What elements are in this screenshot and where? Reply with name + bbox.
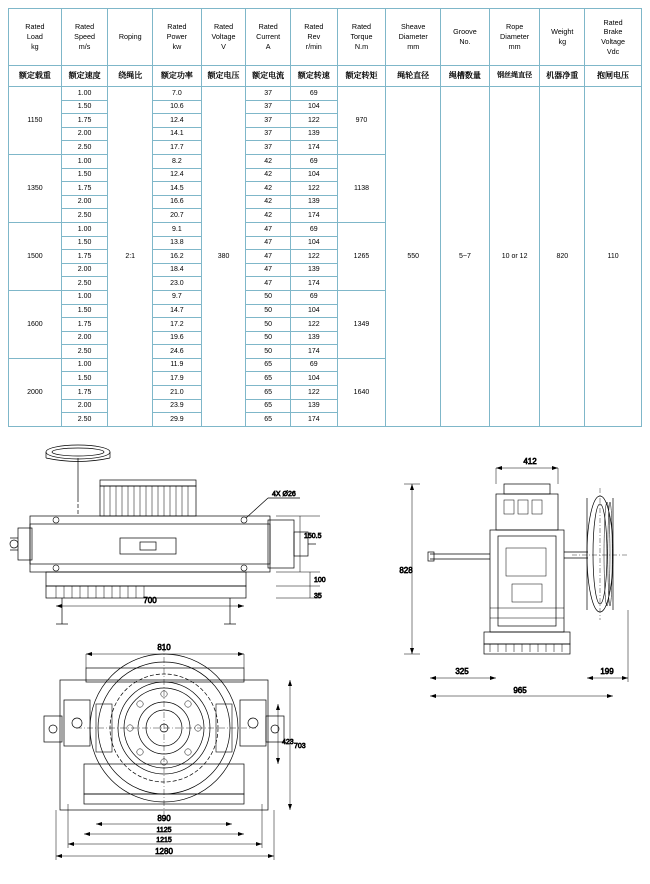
cell-current: 50 <box>246 304 291 318</box>
cell-power: 16.6 <box>153 195 202 209</box>
cell-power: 12.4 <box>153 168 202 182</box>
cell-rev: 139 <box>290 195 337 209</box>
cell-rev: 122 <box>290 250 337 264</box>
cell-current: 37 <box>246 114 291 128</box>
header-cn-weight: 机器净重 <box>540 66 585 87</box>
front-view-drawing <box>10 445 316 624</box>
cell-power: 14.7 <box>153 304 202 318</box>
plan-dim-703: 703 <box>294 743 306 750</box>
plan-dim-423: 423 <box>282 739 294 746</box>
cell-rev: 139 <box>290 263 337 277</box>
header-cn-rope-diameter: 钢丝绳直径 <box>489 66 540 87</box>
cell-load: 1150 <box>9 87 62 155</box>
cell-rev: 69 <box>290 358 337 372</box>
cell-power: 17.2 <box>153 318 202 332</box>
header-cn-rated-voltage: 额定电压 <box>201 66 246 87</box>
cell-speed: 2.50 <box>61 141 108 155</box>
cell-current: 50 <box>246 318 291 332</box>
cell-current: 37 <box>246 141 291 155</box>
plan-view-drawing <box>44 646 284 814</box>
side-dim-412: 412 <box>523 457 537 466</box>
front-dim-150-5: 150.5 <box>304 533 322 540</box>
cell-speed: 1.50 <box>61 236 108 250</box>
cell-current: 37 <box>246 127 291 141</box>
header-sheave-diameter: Sheave Diameter mm <box>386 9 441 66</box>
cell-speed: 2.50 <box>61 277 108 291</box>
side-dim-325: 325 <box>455 667 469 676</box>
cell-power: 8.2 <box>153 154 202 168</box>
cell-rev: 69 <box>290 154 337 168</box>
cell-power: 9.7 <box>153 290 202 304</box>
cell-power: 18.4 <box>153 263 202 277</box>
cell-rev: 139 <box>290 331 337 345</box>
cell-power: 20.7 <box>153 209 202 223</box>
cell-voltage: 380 <box>201 87 246 427</box>
cell-brake-voltage: 110 <box>585 87 642 427</box>
cell-torque: 1349 <box>337 290 386 358</box>
cell-current: 37 <box>246 87 291 101</box>
cell-rev: 104 <box>290 100 337 114</box>
front-note-hole: 4X Ø26 <box>272 491 296 498</box>
header-rated-speed: Rated Speed m/s <box>61 9 108 66</box>
cell-current: 65 <box>246 413 291 427</box>
cell-rev: 174 <box>290 141 337 155</box>
cell-rev: 69 <box>290 222 337 236</box>
cell-power: 23.9 <box>153 399 202 413</box>
cell-speed: 1.75 <box>61 250 108 264</box>
header-rated-rev: Rated Rev r/min <box>290 9 337 66</box>
cell-power: 14.1 <box>153 127 202 141</box>
cell-rev: 104 <box>290 304 337 318</box>
cell-current: 47 <box>246 250 291 264</box>
cell-speed: 2.00 <box>61 399 108 413</box>
cell-rev: 122 <box>290 114 337 128</box>
cell-power: 10.6 <box>153 100 202 114</box>
cell-power: 17.9 <box>153 372 202 386</box>
cell-speed: 2.00 <box>61 331 108 345</box>
header-cn-rated-power: 额定功率 <box>153 66 202 87</box>
cell-speed: 1.50 <box>61 304 108 318</box>
table-body <box>9 87 642 427</box>
cell-sheave-diameter: 550 <box>386 87 441 427</box>
cell-speed: 1.75 <box>61 114 108 128</box>
plan-dim-1125: 1125 <box>156 827 172 834</box>
front-dim-35: 35 <box>314 593 322 600</box>
cell-power: 11.9 <box>153 358 202 372</box>
cell-current: 65 <box>246 358 291 372</box>
cell-power: 16.2 <box>153 250 202 264</box>
header-groove-no: Groove No. <box>441 9 490 66</box>
header-cn-rated-speed: 额定速度 <box>61 66 108 87</box>
cell-current: 42 <box>246 182 291 196</box>
cell-power: 21.0 <box>153 386 202 400</box>
cell-rev: 122 <box>290 318 337 332</box>
cell-power: 7.0 <box>153 87 202 101</box>
cell-speed: 1.50 <box>61 100 108 114</box>
cell-load: 1500 <box>9 222 62 290</box>
header-cn-brake-voltage: 抱闸电压 <box>585 66 642 87</box>
cell-current: 65 <box>246 399 291 413</box>
cell-torque: 970 <box>337 87 386 155</box>
table-header-row-en <box>9 9 642 66</box>
cell-current: 65 <box>246 372 291 386</box>
cell-roping: 2:1 <box>108 87 153 427</box>
cell-rev: 174 <box>290 209 337 223</box>
cell-speed: 1.75 <box>61 318 108 332</box>
cell-power: 12.4 <box>153 114 202 128</box>
header-cn-roping: 绕绳比 <box>108 66 153 87</box>
cell-rev: 69 <box>290 290 337 304</box>
cell-power: 13.8 <box>153 236 202 250</box>
header-cn-sheave-diameter: 绳轮直径 <box>386 66 441 87</box>
cell-rev: 104 <box>290 168 337 182</box>
cell-current: 37 <box>246 100 291 114</box>
cell-rev: 104 <box>290 372 337 386</box>
cell-current: 42 <box>246 154 291 168</box>
cell-rev: 69 <box>290 87 337 101</box>
side-view-drawing <box>428 484 628 654</box>
header-rated-voltage: Rated Voltage V <box>201 9 246 66</box>
header-rated-power: Rated Power kw <box>153 9 202 66</box>
cell-load: 2000 <box>9 358 62 426</box>
cell-speed: 1.50 <box>61 372 108 386</box>
header-cn-rated-torque: 额定转矩 <box>337 66 386 87</box>
cell-groove-no: 5~7 <box>441 87 490 427</box>
cell-load: 1350 <box>9 154 62 222</box>
cell-power: 9.1 <box>153 222 202 236</box>
cell-current: 47 <box>246 263 291 277</box>
cell-rev: 174 <box>290 413 337 427</box>
cell-weight: 820 <box>540 87 585 427</box>
cell-power: 17.7 <box>153 141 202 155</box>
cell-speed: 1.75 <box>61 386 108 400</box>
plan-dim-1280: 1280 <box>155 847 173 856</box>
plan-dim-890: 890 <box>157 814 171 823</box>
header-rated-brake-voltage: Rated Brake Voltage Vdc <box>585 9 642 66</box>
header-rated-current: Rated Current A <box>246 9 291 66</box>
header-cn-groove-no: 绳槽数量 <box>441 66 490 87</box>
header-rated-torque: Rated Torque N.m <box>337 9 386 66</box>
table-header-row-cn <box>9 66 642 87</box>
cell-speed: 2.50 <box>61 345 108 359</box>
cell-speed: 2.00 <box>61 195 108 209</box>
cell-speed: 1.00 <box>61 358 108 372</box>
cell-speed: 1.75 <box>61 182 108 196</box>
cell-speed: 2.00 <box>61 263 108 277</box>
side-dim-199: 199 <box>600 667 614 676</box>
cell-rev: 139 <box>290 399 337 413</box>
cell-current: 42 <box>246 168 291 182</box>
front-view-dimensions <box>56 516 320 608</box>
header-roping: Roping <box>108 9 153 66</box>
cell-rev: 174 <box>290 345 337 359</box>
table-row <box>9 87 642 101</box>
cell-power: 19.6 <box>153 331 202 345</box>
cell-torque: 1640 <box>337 358 386 426</box>
cell-speed: 1.00 <box>61 222 108 236</box>
cell-rev: 174 <box>290 277 337 291</box>
cell-rev: 104 <box>290 236 337 250</box>
cell-current: 47 <box>246 277 291 291</box>
cell-current: 47 <box>246 222 291 236</box>
specification-table-container <box>8 8 642 427</box>
header-rope-diameter: Rope Diameter mm <box>489 9 540 66</box>
header-cn-rated-rev: 额定转速 <box>290 66 337 87</box>
plan-dim-1215: 1215 <box>156 837 172 844</box>
cell-current: 50 <box>246 331 291 345</box>
header-cn-rated-load: 额定载重 <box>9 66 62 87</box>
header-weight: Weight kg <box>540 9 585 66</box>
cell-rev: 122 <box>290 386 337 400</box>
front-dim-700: 700 <box>143 596 157 605</box>
cell-power: 14.5 <box>153 182 202 196</box>
cell-power: 23.0 <box>153 277 202 291</box>
cell-speed: 1.00 <box>61 154 108 168</box>
cell-rev: 122 <box>290 182 337 196</box>
front-dim-100: 100 <box>314 577 326 584</box>
cell-speed: 1.00 <box>61 87 108 101</box>
cell-rev: 139 <box>290 127 337 141</box>
cell-rope-diameter: 10 or 12 <box>489 87 540 427</box>
cell-speed: 2.50 <box>61 209 108 223</box>
side-dim-965: 965 <box>513 686 527 695</box>
cell-power: 24.6 <box>153 345 202 359</box>
cell-current: 42 <box>246 209 291 223</box>
cell-current: 65 <box>246 386 291 400</box>
cell-speed: 2.00 <box>61 127 108 141</box>
side-dim-828: 828 <box>399 566 413 575</box>
cell-speed: 1.50 <box>61 168 108 182</box>
cell-torque: 1138 <box>337 154 386 222</box>
cell-power: 29.9 <box>153 413 202 427</box>
cell-torque: 1265 <box>337 222 386 290</box>
cell-current: 42 <box>246 195 291 209</box>
cell-speed: 1.00 <box>61 290 108 304</box>
cell-current: 50 <box>246 345 291 359</box>
header-cn-rated-current: 额定电流 <box>246 66 291 87</box>
cell-current: 50 <box>246 290 291 304</box>
cell-speed: 2.50 <box>61 413 108 427</box>
cell-current: 47 <box>246 236 291 250</box>
plan-dim-810: 810 <box>157 643 171 652</box>
cell-load: 1600 <box>9 290 62 358</box>
header-rated-load: Rated Load kg <box>9 9 62 66</box>
specification-table <box>8 8 642 427</box>
drawings-svg <box>0 428 650 884</box>
technical-drawings <box>0 428 650 884</box>
